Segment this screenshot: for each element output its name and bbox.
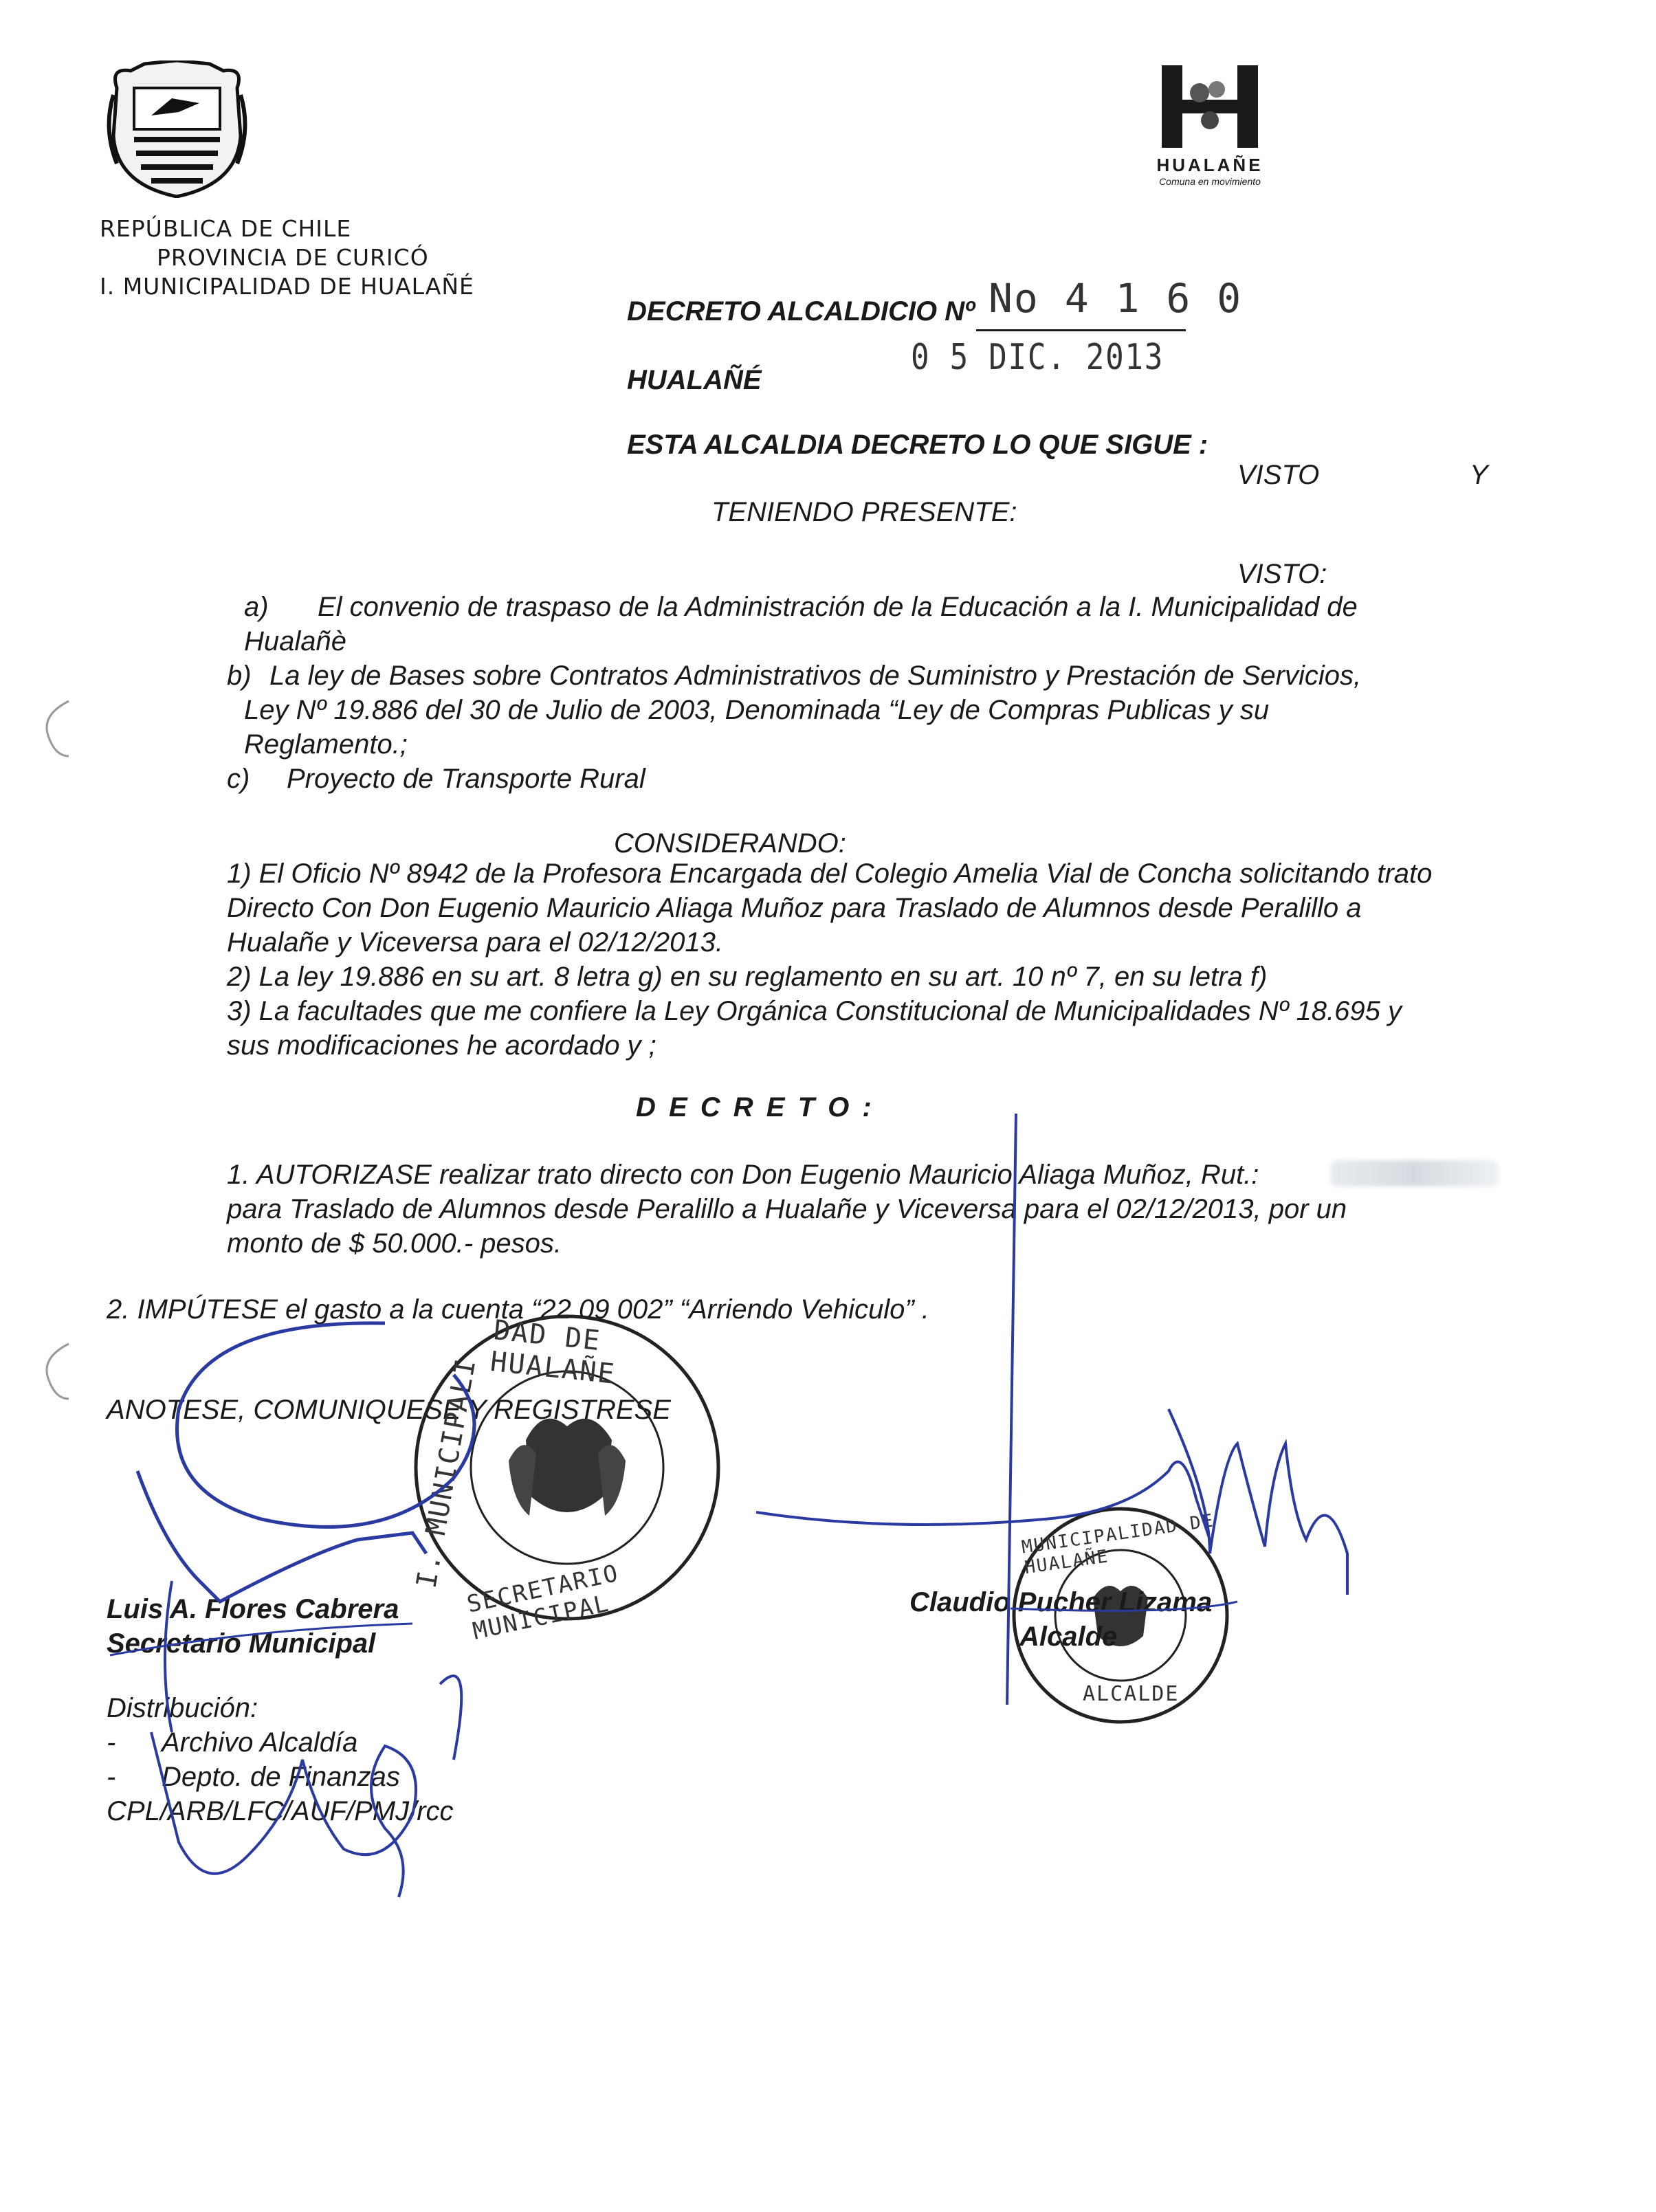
decreto-label: D E C R E T O : xyxy=(636,1092,874,1122)
visto-a-cont: Hualañè xyxy=(244,626,347,656)
logo-name: HUALAÑE xyxy=(1156,155,1263,175)
mayor-title: Alcalde xyxy=(1019,1622,1118,1652)
teniendo-presente: TENIENDO PRESENTE: xyxy=(711,497,1017,527)
secretary-ring-bottom: SECRETARIO MUNICIPAL xyxy=(464,1559,621,1646)
considerando-line: 3) La facultades que me confiere la Ley Orgánica Constitucional de Municipalidades Nº 18.695 y xyxy=(227,996,1402,1026)
considerando-line: Hualañe y Viceversa para el 02/12/2013. xyxy=(227,927,723,958)
decree-number-underline xyxy=(976,329,1186,331)
decreto-item1 xyxy=(227,1158,1492,1261)
visto-letter-b: b) xyxy=(227,661,252,691)
visto-a-text: El convenio de traspaso de la Administración de la Educación a la I. Municipalidad de xyxy=(318,592,1358,622)
visto-letter-a: a) xyxy=(244,592,269,622)
decree-place: HUALAÑÉ xyxy=(627,365,762,395)
decreto-item1-line: para Traslado de Alumnos desde Peralillo a Hualañe y Viceversa para el 02/12/2013, por un xyxy=(227,1194,1347,1224)
distribution-item: - Depto. de Finanzas xyxy=(107,1762,400,1792)
visto-item-a xyxy=(244,590,1487,624)
y-word: Y xyxy=(1470,460,1488,490)
mayor-ring-bottom: ALCALDE xyxy=(1083,1682,1180,1706)
coat-of-arms-logo xyxy=(103,60,251,198)
distribution-item-text: Depto. de Finanzas xyxy=(162,1762,400,1792)
secretary-stamp xyxy=(406,1309,729,1646)
visto-b-cont2: Reglamento.; xyxy=(244,729,408,760)
visto-letter-c: c) xyxy=(227,764,250,794)
decreto-item1-line: 1. AUTORIZASE realizar trato directo con Don Eugenio Mauricio Aliaga Muñoz, Rut.: xyxy=(227,1160,1259,1190)
visto-c-text: Proyecto de Transporte Rural xyxy=(287,764,645,794)
decree-intro: ESTA ALCALDIA DECRETO LO QUE SIGUE : xyxy=(627,430,1208,460)
mayor-ring-top: MUNICIPALIDAD DE HUALAÑE xyxy=(1020,1510,1216,1579)
distribution-label: Distribución: xyxy=(107,1693,258,1723)
considerando-label: CONSIDERANDO: xyxy=(614,828,846,859)
considerando-line: 2) La ley 19.886 en su art. 8 letra g) en su reglamento en su art. 10 nº 7, en su letra f) xyxy=(227,962,1268,992)
distribution-initials: CPL/ARB/LFC/AUF/PMJ/rcc xyxy=(107,1796,454,1826)
decree-number-stamp: No 4 1 6 0 xyxy=(989,275,1243,322)
considerando-line: Directo Con Don Eugenio Mauricio Aliaga Muñoz para Traslado de Alumnos desde Peralillo a xyxy=(227,893,1362,923)
decreto-item1-line: monto de $ 50.000.- pesos. xyxy=(227,1228,562,1259)
secretary-title: Secretario Municipal xyxy=(107,1628,376,1659)
visto-item-c xyxy=(227,762,1487,796)
considerando-lines xyxy=(227,856,1492,1063)
distribution-item: - Archivo Alcaldía xyxy=(107,1727,358,1758)
considerando-line: sus modificaciones he acordado y ; xyxy=(227,1030,656,1061)
logo-tagline: Comuna en movimiento xyxy=(1159,176,1261,187)
secretary-name: Luis A. Flores Cabrera xyxy=(107,1594,399,1624)
hualane-logo xyxy=(1151,62,1268,199)
municipality-line: I. MUNICIPALIDAD DE HUALAÑÉ xyxy=(100,273,474,300)
visto-b-text: La ley de Bases sobre Contratos Administrativos de Suministro y Prestación de Servicios, xyxy=(269,661,1362,691)
visto-items xyxy=(227,590,1487,796)
province-line: PROVINCIA DE CURICÓ xyxy=(157,244,429,271)
secretary-ring-top: DAD DE HUALAÑE xyxy=(489,1314,617,1391)
distribution-block xyxy=(107,1691,454,1828)
mayor-name: Claudio Pucher Lizama xyxy=(909,1587,1213,1617)
decreto-item2: 2. IMPÚTESE el gasto a la cuenta “22 09 002” “Arriendo Vehiculo” . xyxy=(107,1294,929,1325)
closing-line: ANOTESE, COMUNIQUESE Y REGISTRESE xyxy=(107,1395,671,1425)
distribution-item-text: Archivo Alcaldía xyxy=(162,1727,358,1758)
visto-b-cont: Ley Nº 19.886 del 30 de Julio de 2003, Denominada “Ley de Compras Publicas y su xyxy=(244,695,1270,725)
visto-word: VISTO xyxy=(1237,460,1320,490)
date-stamp: 0 5 DIC. 2013 xyxy=(911,337,1164,378)
considerando-line: 1) El Oficio Nº 8942 de la Profesora Encargada del Colegio Amelia Vial de Concha solicitando trato xyxy=(227,859,1433,889)
visto-item-b xyxy=(227,659,1487,693)
redacted-rut xyxy=(1330,1160,1499,1186)
secretary-ring-left: I. MUNICIPALI xyxy=(410,1356,483,1591)
decree-title: DECRETO ALCALDICIO Nº xyxy=(627,296,975,327)
republic-line: REPÚBLICA DE CHILE xyxy=(100,215,352,242)
visto-label: VISTO: xyxy=(1237,559,1327,589)
